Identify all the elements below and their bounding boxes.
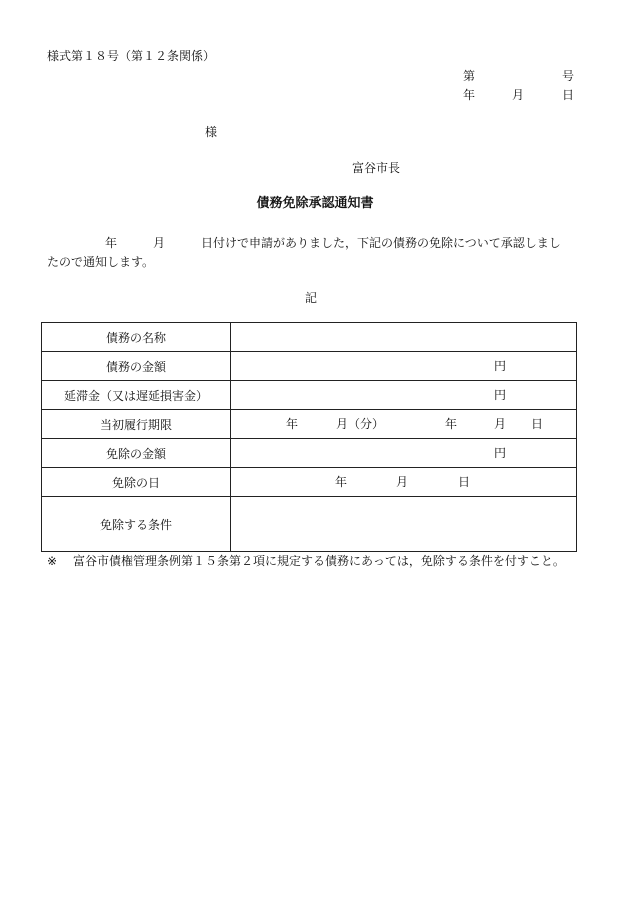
document-title: 債務免除承認通知書 — [256, 196, 374, 211]
late-fee-value — [231, 381, 577, 410]
addressee-suffix: 様 — [205, 125, 218, 139]
table-row — [42, 410, 577, 439]
row-label: 当初履行期限 — [42, 410, 231, 439]
yen-unit: 円 — [494, 446, 507, 460]
debt-name-value — [231, 323, 577, 352]
yen-unit: 円 — [494, 359, 507, 373]
doc-number-prefix: 第 — [463, 69, 476, 83]
body-text-line-2: たので通知します。 — [47, 255, 155, 269]
table-row — [42, 323, 577, 352]
table-row — [42, 497, 577, 552]
row-label: 免除の金額 — [42, 439, 231, 468]
month-unit: 月 — [396, 475, 409, 489]
table-row — [42, 439, 577, 468]
year-unit: 年 — [286, 417, 299, 431]
row-label: 債務の金額 — [42, 352, 231, 381]
original-deadline-value — [231, 410, 577, 439]
month-installment-unit: 月（分） — [336, 417, 385, 431]
exemption-conditions-value — [231, 497, 577, 552]
row-label: 免除の日 — [42, 468, 231, 497]
row-label: 延滞金（又は遅延損害金） — [42, 381, 231, 410]
row-label: 債務の名称 — [42, 323, 231, 352]
note-mark: ※ — [47, 554, 58, 568]
year-unit: 年 — [335, 475, 348, 489]
date-day-label: 日 — [562, 88, 575, 102]
issuer: 富谷市長 — [352, 161, 401, 175]
day-unit: 日 — [531, 417, 544, 431]
exemption-amount-value — [231, 439, 577, 468]
table-row — [42, 468, 577, 497]
note-text: 富谷市債権管理条例第１５条第２項に規定する債務にあっては，免除する条件を付すこと。 — [73, 554, 565, 568]
row-label: 免除する条件 — [42, 497, 231, 552]
form-number: 様式第１８号（第１２条関係） — [47, 49, 216, 63]
yen-unit: 円 — [494, 388, 507, 402]
date-year-label: 年 — [463, 88, 476, 102]
debt-amount-value — [231, 352, 577, 381]
body-text-line-1: 年 月 日付けで申請がありました，下記の債務の免除について承認しまし — [105, 236, 561, 250]
day-unit: 日 — [458, 475, 471, 489]
month-unit: 月 — [494, 417, 507, 431]
table-row — [42, 381, 577, 410]
ki-heading: 記 — [305, 291, 318, 305]
details-table — [41, 322, 577, 552]
date-month-label: 月 — [512, 88, 525, 102]
doc-number-suffix: 号 — [562, 69, 575, 83]
year-unit: 年 — [445, 417, 458, 431]
table-row — [42, 352, 577, 381]
exemption-date-value — [231, 468, 577, 497]
